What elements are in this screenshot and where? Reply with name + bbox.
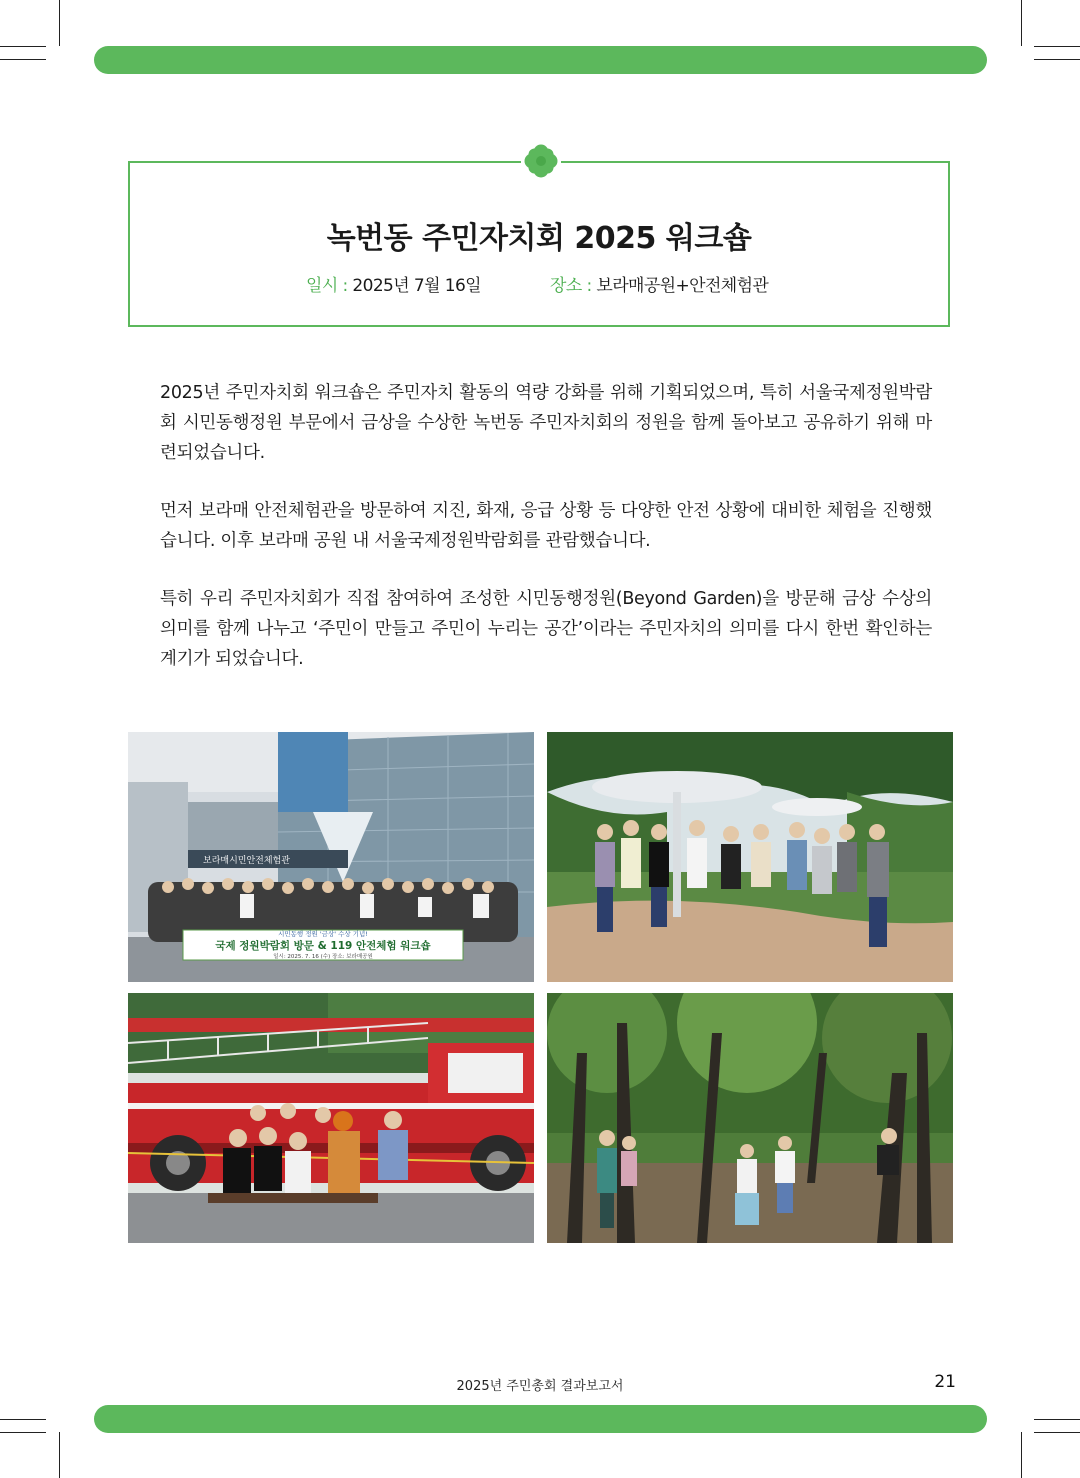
banner-title: 국제 정원박람회 방문 & 119 안전체험 워크숍 <box>215 940 431 952</box>
place-value: 보라매공원+안전체험관 <box>596 276 769 296</box>
page-number: 21 <box>934 1372 956 1392</box>
photo-forest-group <box>547 993 953 1243</box>
crop-mark <box>1021 1432 1022 1478</box>
crop-mark <box>1034 1419 1080 1420</box>
crop-mark <box>0 1432 46 1433</box>
paragraph-1: 2025년 주민자치회 워크숍은 주민자치 활동의 역량 강화를 위해 기획되었으며, 특히 서울국제정원박람회 시민동행정원 부문에서 금상을 수상한 녹번동 주민자치회의 정원을 함께 돌아보고 공유하기 위해 마련되었습니다. <box>160 383 932 463</box>
photo-fire-truck-group <box>128 993 534 1243</box>
banner-subtitle: 시민동행 정원 '금상' 수상 기념! <box>278 930 368 938</box>
building-sign: 보라매시민안전체험관 <box>203 856 290 866</box>
crop-mark <box>0 46 46 47</box>
photo-garden-group <box>547 732 953 982</box>
crop-mark <box>1034 1432 1080 1433</box>
banner-meta: 일시: 2025. 7. 16 (수) 장소: 보라매공원 <box>273 954 373 960</box>
photo-safety-center-group <box>128 732 534 982</box>
crop-mark <box>59 0 60 46</box>
event-place <box>550 271 768 296</box>
clover-icon <box>521 141 561 181</box>
event-date <box>306 271 481 296</box>
crop-mark <box>0 59 46 60</box>
page-title: 녹번동 주민자치회 2025 워크숍 <box>326 221 752 256</box>
crop-mark <box>1034 46 1080 47</box>
place-label: 장소 : <box>550 276 597 296</box>
crop-mark <box>1034 59 1080 60</box>
date-value: 2025년 7월 16일 <box>352 276 481 296</box>
header-band <box>94 46 987 74</box>
footer-report-title: 2025년 주민총회 결과보고서 <box>456 1379 624 1394</box>
paragraph-2: 먼저 보라매 안전체험관을 방문하여 지진, 화재, 응급 상황 등 다양한 안전 상황에 대비한 체험을 진행했습니다. 이후 보라매 공원 내 서울국제정원박람회를 관람했습니다. <box>160 501 932 551</box>
footer-band <box>94 1405 987 1433</box>
crop-mark <box>0 1419 46 1420</box>
article-body <box>160 378 932 702</box>
paragraph-3: 특히 우리 주민자치회가 직접 참여하여 조성한 시민동행정원(Beyond Garden)을 방문해 금상 수상의 의미를 함께 나누고 ‘주민이 만들고 주민이 누리는 공간’이라는 주민자치의 의미를 다시 한번 확인하는 계기가 되었습니다. <box>160 589 932 669</box>
crop-mark <box>59 1432 60 1478</box>
date-label: 일시 : <box>306 276 353 296</box>
crop-mark <box>1021 0 1022 46</box>
title-box <box>128 161 950 327</box>
